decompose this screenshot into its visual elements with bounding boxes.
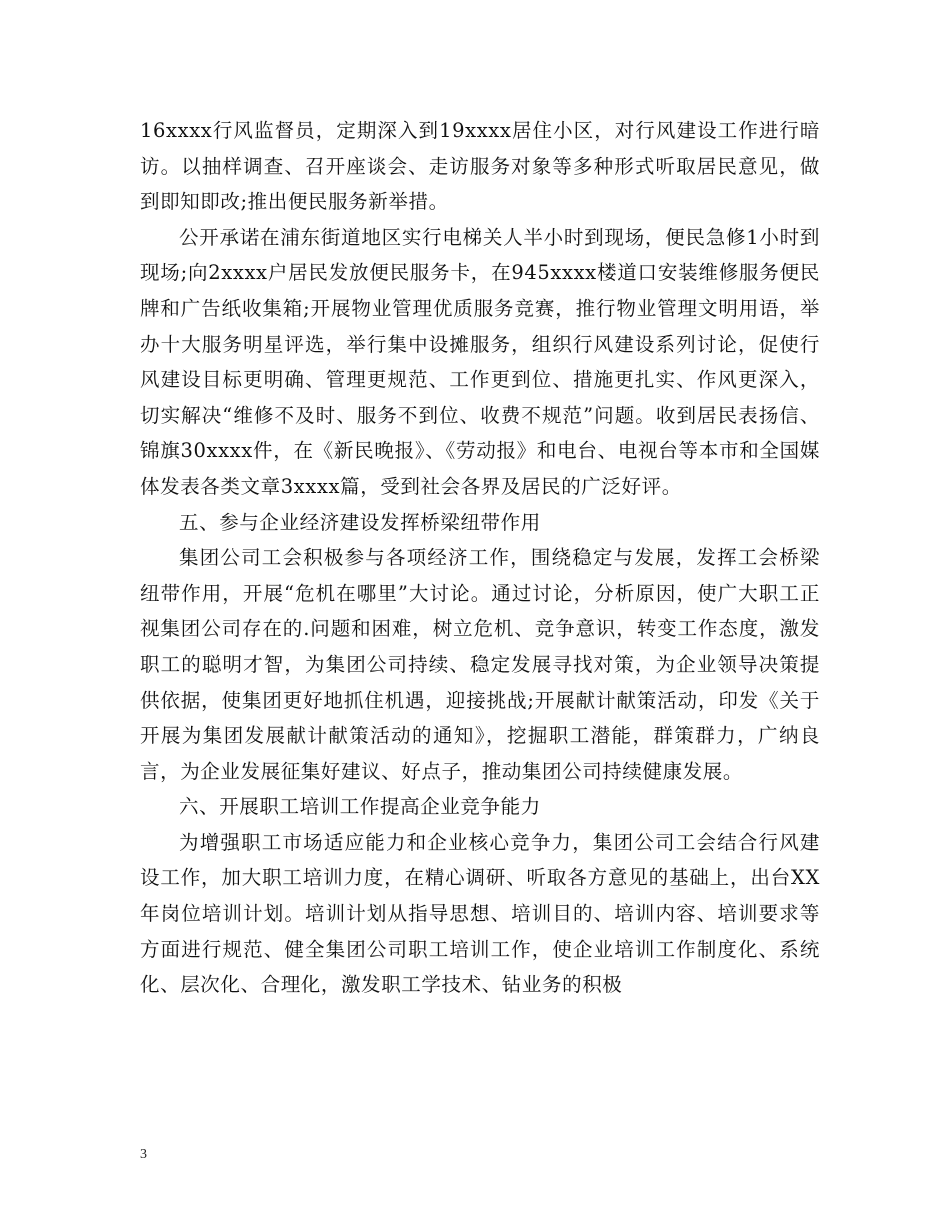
paragraph-economic-work: 集团公司工会积极参与各项经济工作，围绕稳定与发展，发挥工会桥梁纽带作用，开展“危机在哪里”大讨论。通过讨论，分析原因，使广大职工正视集团公司存在的.问题和困难，树立危机、竞争意识，转变工作态度，激发职工的聪明才智，为集团公司持续、稳定发展寻找对策，为企业领导决策提供依据，使集团更好地抓住机遇，迎接挑战;开展献计献策活动，印发《关于开展为集团发展献计献策活动的通知》，挖掘职工潜能，群策群力，广纳良言，为企业发展征集好建议、好点子，推动集团公司持续健康发展。 — [140, 546, 820, 783]
section-heading-six: 六、开展职工培训工作提高企业竞争能力 — [179, 795, 541, 819]
document-body — [140, 113, 820, 1003]
section-heading-five: 五、参与企业经济建设发挥桥梁纽带作用 — [179, 510, 541, 534]
paragraph-staff-training: 为增强职工市场适应能力和企业核心竞争力，集团公司工会结合行风建设工作，加大职工培训力度，在精心调研、听取各方意见的基础上，出台XX年岗位培训计划。培训计划从指导思想、培训目的、培训内容、培训要求等方面进行规范、健全集团公司职工培训工作，使企业培训工作制度化、系统化、层次化、合理化，激发职工学技术、钻业务的积极 — [140, 830, 820, 997]
page-number: 3 — [140, 1147, 147, 1162]
paragraph-continuation: 16xxxx行风监督员，定期深入到19xxxx居住小区，对行风建设工作进行暗访。以抽样调查、召开座谈会、走访服务对象等多种形式听取居民意见，做到即知即改;推出便民服务新举措。 — [140, 119, 820, 214]
paragraph-service-commitments: 公开承诺在浦东街道地区实行电梯关人半小时到现场，便民急修1小时到现场;向2xxxx户居民发放便民服务卡，在945xxxx楼道口安装维修服务便民牌和广告纸收集箱;开展物业管理优质服务竞赛，推行物业管理文明用语，举办十大服务明星评选，举行集中设摊服务，组织行风建设系列讨论，促使行风建设目标更明确、管理更规范、工作更到位、措施更扎实、作风更深入，切实解决“维修不及时、服务不到位、收费不规范”问题。收到居民表扬信、锦旗30xxxx件，在《新民晚报》、《劳动报》和电台、电视台等本市和全国媒体发表各类文章3xxxx篇，受到社会各界及居民的广泛好评。 — [140, 225, 820, 498]
